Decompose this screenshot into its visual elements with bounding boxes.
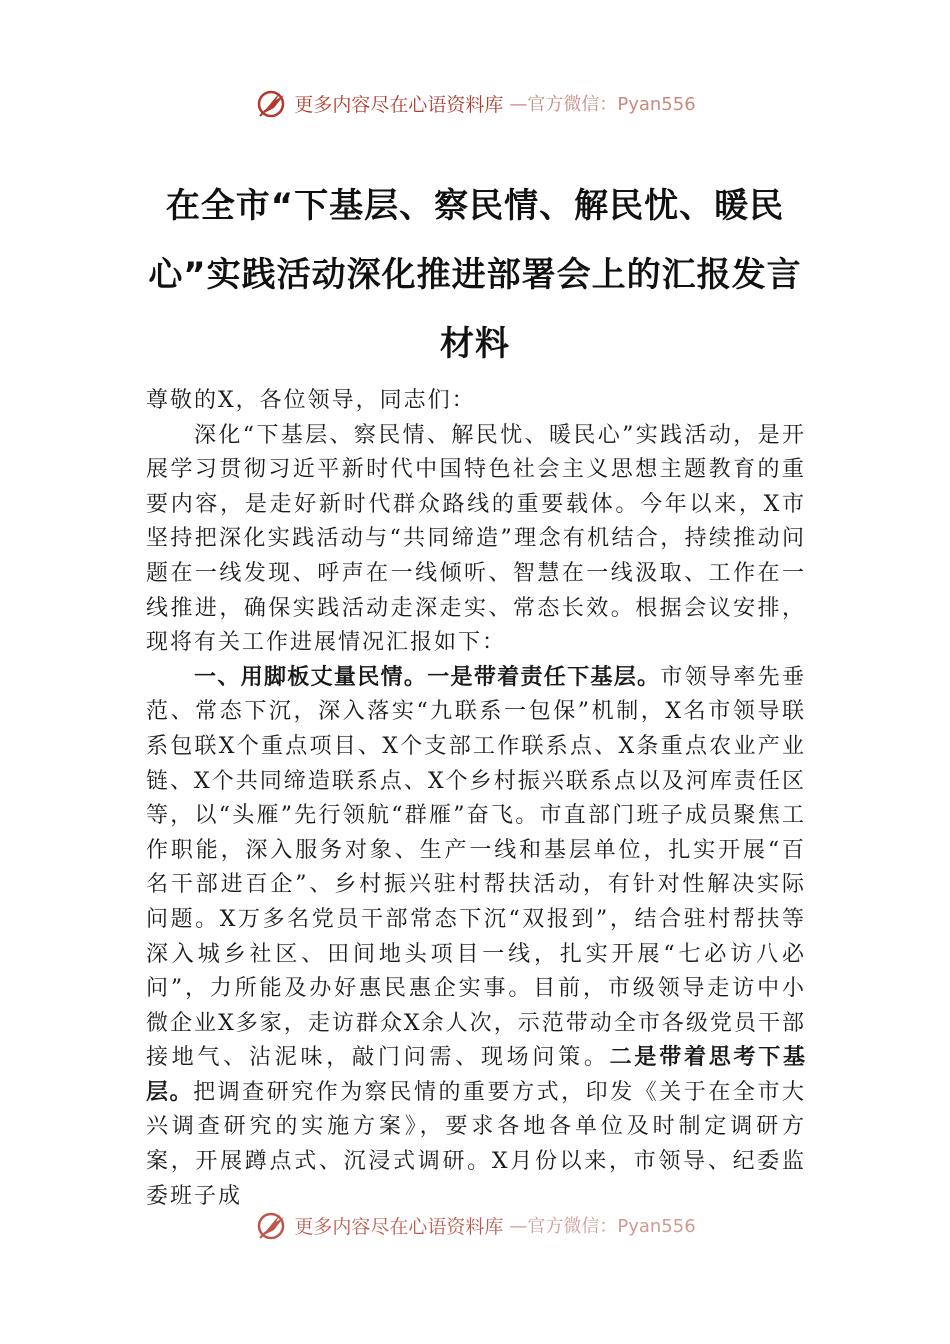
document-body: [146, 384, 806, 1213]
quill-logo-icon: [254, 86, 288, 120]
intro-paragraph: 深化“下基层、察民情、解民忧、暖民心”实践活动，是开展学习贯彻习近平新时代中国特色社会主义思想主题教育的重要内容，是走好新时代群众路线的重要载体。今年以来，X市坚持把深化实践活动与“共同缔造”理念有机结合，持续推动问题在一线发现、呼声在一线倾听、智慧在一线汲取、工作在一线推进，确保实践活动走深走实、常态长效。根据会议安排，现将有关工作进展情况汇报如下：: [146, 422, 806, 656]
section-1-sub1-text: 市领导率先垂范、常态下沉，深入落实“九联系一包保”机制，X名市领导联系包联X个重点项目、X个支部工作联系点、X条重点农业产业链、X个共同缔造联系点、X个乡村振兴联系点以及河库责任区等，以“头雁”先行领航“群雁”奋飞。市直部门班子成员聚焦工作职能，深入服务对象、生产一线和基层单位，扎实开展“百名干部进百企”、乡村振兴驻村帮扶活动，有针对性解决实际问题。X万多名党员干部常态下沉“双报到”，结合驻村帮扶等深入城乡社区、田间地头项目一线，扎实开展“七必访八必问”，力所能及办好惠民惠企实事。目前，市级领导走访中小微企业X多家，走访群众X余人次，示范带动全市各级党员干部接地气、沾泥味，敲门问需、现场问策。: [146, 664, 806, 1071]
quill-logo-icon: [254, 1208, 288, 1242]
body-clip: [146, 384, 806, 1213]
watermark-header: [0, 83, 950, 123]
watermark-brand: 更多内容尽在心语资料库: [294, 1215, 504, 1238]
watermark-brand: 更多内容尽在心语资料库: [294, 93, 504, 116]
section-1-heading: 一、用脚板丈量民情。: [194, 664, 428, 690]
greeting: 尊敬的X，各位领导，同志们：: [146, 388, 476, 413]
watermark-footer: [0, 1205, 950, 1245]
watermark-contact: —官方微信：Pyan556: [509, 94, 696, 115]
document-title: 在全市“下基层、察民情、解民忧、暖民心”实践活动深化推进部署会上的汇报发言材料: [148, 186, 802, 364]
section-1-sub1-heading: 一是带着责任下基层。: [427, 664, 661, 690]
section-1-sub2-heading: 二是带着思考下基层。: [146, 1045, 806, 1105]
watermark-contact: —官方微信：Pyan556: [509, 1216, 696, 1237]
section-1-paragraph: [146, 661, 806, 1213]
section-1-sub2-text: 把调查研究作为察民情的重要方式，印发《关于在全市大兴调查研究的实施方案》，要求各地各单位及时制定调研方案，开展蹲点式、沉浸式调研。X月份以来，市领导、纪委监委班子成: [146, 1079, 806, 1209]
